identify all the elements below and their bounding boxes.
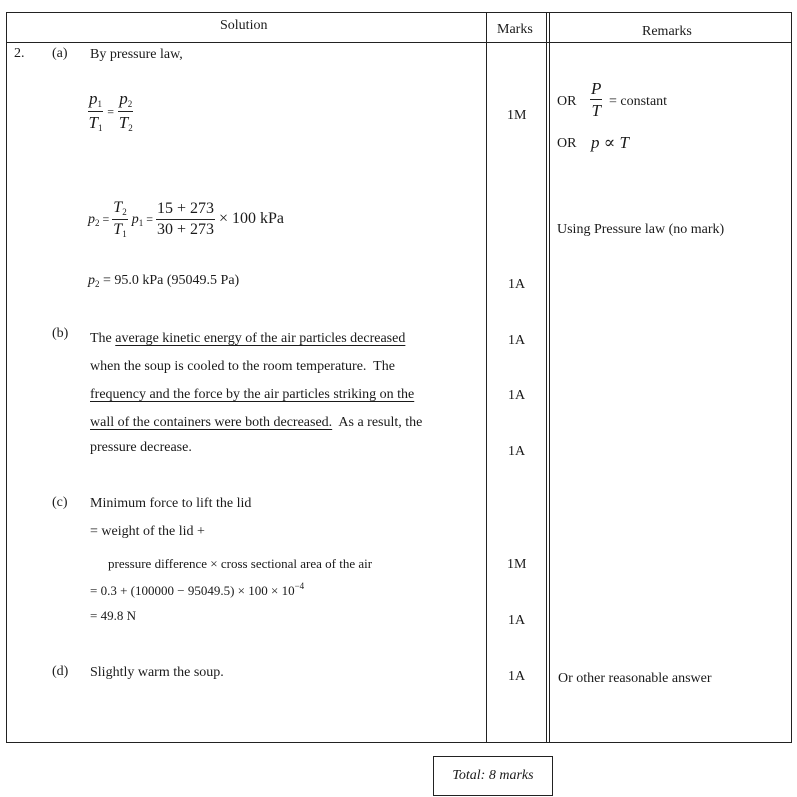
remark-or-2: OR: [557, 136, 577, 151]
header-remarks: Remarks: [642, 24, 692, 39]
part-a-mark-1: 1M: [507, 108, 527, 123]
table-bottom-border: [6, 742, 792, 743]
part-b-line-1: The average kinetic energy of the air particles decreased: [90, 331, 406, 346]
remark-constant: = constant: [609, 94, 668, 109]
part-b-mark-1: 1A: [508, 333, 526, 348]
part-c-line-5: = 49.8 N: [90, 608, 136, 623]
pressure-law-equation: $\frac{p_1}{T_1}$ = $\frac{p_2}{T_2}$: [88, 89, 133, 133]
header-bottom-border: [6, 42, 792, 43]
header-solution: Solution: [220, 18, 268, 33]
part-c-mark-2: 1A: [508, 613, 526, 628]
table-left-border: [6, 12, 7, 743]
part-a-intro: By pressure law,: [90, 47, 183, 62]
part-d-text: Slightly warm the soup.: [90, 665, 224, 680]
part-b-label: (b): [52, 326, 69, 341]
remark-or-1: OR: [557, 94, 577, 109]
table-right-border: [791, 12, 792, 743]
part-a-label: (a): [52, 46, 68, 61]
part-b-line-5: pressure decrease.: [90, 440, 192, 455]
part-b-line-4: wall of the containers were both decreased. As a result, the: [90, 415, 423, 430]
part-b-mark-3: 1A: [508, 444, 526, 459]
part-d-remark: Or other reasonable answer: [558, 671, 712, 686]
part-b-line-3: frequency and the force by the air particles striking on the: [90, 387, 415, 402]
marks-column-divider-right-2: [549, 12, 550, 743]
part-b-line-2: when the soup is cooled to the room temperature. The: [90, 359, 395, 374]
total-marks-box: [433, 756, 553, 796]
remark-p-over-t: $\frac{P}{T}$: [591, 79, 602, 120]
marks-column-divider-left: [486, 12, 487, 743]
calc-multiplier: × 100 kPa: [219, 210, 285, 228]
part-b-mark-2: 1A: [508, 388, 526, 403]
total-marks: Total: 8 marks: [452, 768, 534, 783]
part-c-label: (c): [52, 495, 68, 510]
part-c-line-3: pressure difference × cross sectional area of the air: [108, 556, 373, 571]
pressure-calculation: $p_2$ = $\frac{T_2}{T_1}$ $p_1$ = $\frac{15 + 273}{30 + 273}$ × 100 kPa: [88, 199, 285, 239]
calc-numerator: 15 + 273: [156, 201, 215, 220]
part-d-label: (d): [52, 664, 69, 679]
part-c-line-2: = weight of the lid +: [90, 524, 205, 539]
part-d-mark: 1A: [508, 669, 526, 684]
part-c-mark-1: 1M: [507, 557, 527, 572]
table-top-border: [6, 12, 792, 13]
header-marks: Marks: [497, 22, 533, 37]
remark-using-pressure-law: Using Pressure law (no mark): [557, 222, 725, 237]
part-a-result: $p_2 = 95.0$ kPa (95049.5 Pa): [88, 273, 240, 289]
question-number: 2.: [14, 46, 25, 61]
part-a-mark-2: 1A: [508, 277, 526, 292]
calc-denominator: 30 + 273: [156, 221, 214, 238]
part-c-line-1: Minimum force to lift the lid: [90, 496, 252, 511]
marks-column-divider-right: [546, 12, 547, 743]
part-c-line-4: = $0.3 + (100000 - 95049.5) \times 100 \times 10^{-4}$: [90, 581, 305, 598]
remark-proportional: p ∝ T: [591, 133, 629, 152]
